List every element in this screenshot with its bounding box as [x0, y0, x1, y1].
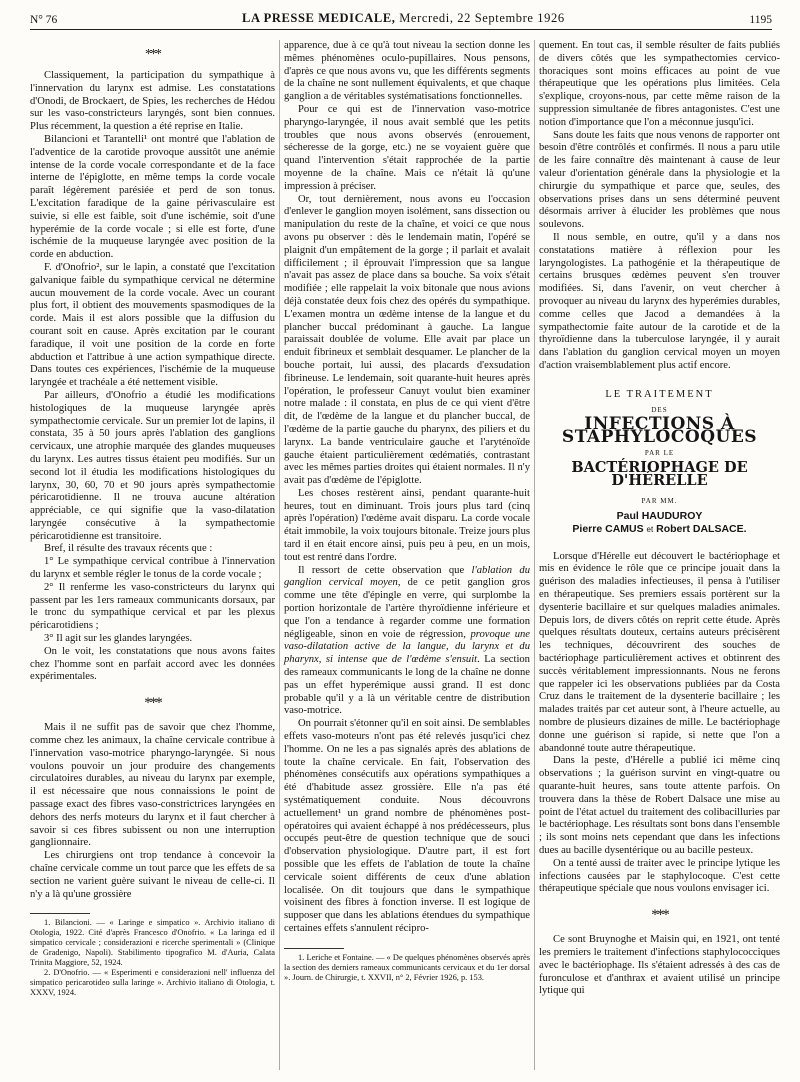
journal-name: LA PRESSE MEDICALE, [242, 11, 396, 25]
article-connector: PAR LE [644, 448, 675, 457]
paragraph: Il nous semble, en outre, qu'il y a dans nos constatations matière à réflexion pour les laryngologistes. La pathogénie et la thérapeutique de certains brusques œdèmes peuvent s'en trouver modifiées. Si, dans l'avenir, on veut chercher à provoquer au niveau du larynx des hyperémies durables, comme celles que Jacod a demandées à la sympathectomie faite autour de la carotide et de la thyroïdienne dans la tuberculose laryngée, il y aurait dans l'ablation du ganglion cervical moyen un moyen d'action vraisemblablement plus actif encore. [539, 231, 780, 371]
section-asterism: *** [144, 695, 161, 712]
italic-run: provoque une vaso-dilatation active de la langue, du larynx et du pharynx, si intense que de l'œdème s'ensuit [284, 628, 531, 666]
list-item: 1° Le sympathique cervical contribue à l'innervation du larynx et semble régler le tonus de la corde vocale ; [30, 556, 275, 581]
paragraph [284, 565, 530, 719]
article-subtitle: BACTÉRIOPHAGE DE D'HÉRELLE [571, 458, 748, 489]
paragraph: Pour ce qui est de l'innervation vaso-motrice pharyngo-laryngée, il nous avait semblé que les petits troubles que nous avons observés (enrouement, sécheresse de la gorge, etc.) ne se voyaient guère que quand l'intervention s'était rapprochée de la partie moyenne de la chaîne. Mais ce n'était là qu'une impression à préciser. [284, 103, 530, 192]
paragraph: Dans la peste, d'Hérelle a publié ici même cinq observations ; la guérison survint en vingt-quatre ou quarante-huit heures, sans toute attente parfois. On trouvera dans la thèse de Robert Dalsace une mise au point de l'état actuel du traitement des colibacilluries par le bactériophage. Les résultats sont bons dans l'ensemble ; ils sont moins nets cependant que dans les infections dues au bacille dysentérique ou au bacille pesteux. [539, 755, 780, 857]
paragraph: quement. En tout cas, il semble résulter de faits publiés de divers côtés que les sympathectomies cervico-thoraciques sont moins efficaces au point de vue thérapeutique que les opérations plus limitées. Cela s'explique, croyons-nous, par cette même raison de la suppression simultanée de fibres antagonistes. C'est une notion d'importance que l'on a méconnue jusqu'ici. [539, 40, 780, 128]
issue-number: N° 76 [30, 14, 58, 26]
italic-run: l'ablation du ganglion cervical moyen [284, 564, 530, 589]
article-author: Paul HAUDUROY [616, 510, 703, 523]
journal-title [242, 11, 565, 26]
section-asterism: *** [145, 47, 160, 62]
paragraph: Classiquement, la participation du sympathique à l'innervation du larynx est admise. Les constatations d'Onodi, de Brockaert, de Spies, les recherches de Hédou sur les vaso-constricteurs laryngés, sont bien connues. Plus récemment, la question a été reprise en Italie. [30, 70, 275, 133]
article-author: Robert DALSACE. [656, 522, 747, 535]
journal-date: Mercredi, 22 Septembre 1926 [395, 11, 565, 25]
paragraph: On pourrait s'étonner qu'il en soit ainsi. De semblables effets vaso-moteurs n'ont pas été relevés jusqu'ici chez l'homme. On ne les a pas signalés après des ablations de toute la chaîne cervicale. En fait, l'observation des phénomènes consécutifs aux opérations sympathiques a été d'habitude assez grossière. Elle n'a pas été systématiquement conduite. Nous découvrons actuellement¹ un grand nombre de phénomènes post-opératoires qui avaient échappé à nos prédécesseurs, plus occupés peut-être de question technique que de souci d'observation physiologique. D'autre part, il est fort possible que les effets de l'ablation de toute la chaîne cervicale soient différents de ceux d'une ablation localisée. On dit toujours que dans le sympathique voisinent des fibres à fonction inverse. Il est logique de supposer que dans les ablations étendues du sympathique certaines effets s'annulent récipro- [284, 718, 530, 934]
page-header [30, 6, 772, 30]
section-asterism: *** [651, 907, 668, 924]
paragraph: Les choses restèrent ainsi, pendant quarante-huit heures, tout en diminuant. Trois jours plus tard (cinq après l'opération) l'œdème avait disparu. La corde vocale était immobile, la voix toujours bitonale. Treize jours plus tard il en était encore ainsi, puis peu à peu, en un mois, tout est rentré dans l'ordre. [284, 487, 530, 563]
paragraph: On a tenté aussi de traiter avec le principe lytique les infections causées par le staphylocoque. C'est cette thérapeutique spéciale que nous voulons envisager ici. [539, 857, 780, 895]
footnote: 2. D'Onofrio. — « Esperimenti e considerazioni nell' influenza del simpatico pericarotideo sulla laringe ». Archivio italiano di Otologia, t. XXXV, 1924. [30, 968, 275, 998]
footnote-rule [284, 948, 344, 949]
column-2 [284, 40, 530, 983]
list-item: 2° Il renferme les vaso-constricteurs du larynx qui passent par les 1ers rameaux communicants dorsaux, par le tronc du sympathique cervical et par les plexus péricarotidiens ; [30, 581, 275, 632]
article-connector: DES [651, 405, 668, 414]
paragraph: Mais il ne suffit pas de savoir que chez l'homme, comme chez les animaux, la chaîne cervicale contribue à l'innervation vaso-motrice pharyngo-laryngée. Si nous voulons pouvoir un jour produire des changements circulatoires durables, au niveau du larynx par exemple, il est nécessaire que nous connaissions le point de passage exact des fibres vaso-constrictrices laryngées en dehors des nerfs moteurs du larynx et il faut chercher à savoir si ces fibres subissent ou non une interruption ganglionnaire. [30, 722, 275, 849]
column-divider [279, 40, 280, 1070]
article-connector: PAR MM. [641, 497, 678, 506]
article-authors [539, 523, 780, 537]
paragraph: F. d'Onofrio², sur le lapin, a constaté que l'excitation galvanique faible du sympathique cervical ne détermine aucun mouvement de la corde vocale. Avec un courant plus fort, il obtient des mouvements spasmodiques de la corde. Mais il est alors possible que la diffusion du courant soit en cause. Après excitation par le courant faradique, il voit une position de la corde en forte abduction et l'attribue à une action sympathique directe. Dans toutes ces expériences, l'ischémie de la muqueuse laryngée et trachéale a été nettement visible. [30, 261, 275, 389]
paragraph: Lorsque d'Hérelle eut découvert le bactériophage et mis en évidence le rôle que ce principe jouait dans la guérison des maladies infectieuses, il pensa à l'utiliser en thérapeutique. Ses premiers essais portèrent sur la dysenterie bacillaire et sur quelques maladies animales. Depuis lors, de divers côtés on reprit cette étude. Après quelques résultats douteux, certains auteurs précisèrent les techniques, découvrirent des souches de bactériophage particulièrement actives et obtinrent des succès véritablement impressionnants. Nous ne ferons que rappeler ici les observations publiées par da Costa Cruz dans le traitement de la dysenterie bacillaire ; les malades traités par cet auteur sont, à l'heure actuelle, au nombre de plusieurs dizaines de mille. Le bactériophage donne une guérison si rapide, si nette que l'on a abandonné toute autre thérapeutique. [539, 550, 780, 754]
paragraph: On le voit, les constatations que nous avons faites chez l'homme sont en parfait accord avec les données expérimentales. [30, 645, 275, 683]
footnote: 1. Leriche et Fontaine. — « De quelques phénomènes observés après la section des derniers rameaux communicants cervicaux et du 1er dorsal ». Journ. de Chirurgie, t. XXVII, n° 2, Février 1926, p. 153. [284, 952, 530, 982]
list-item: 3° Il agit sur les glandes laryngées. [44, 633, 193, 645]
page-number: 1195 [749, 14, 772, 26]
paragraph: Bilancioni et Tarantelli¹ ont montré que l'ablation de l'adventice de la carotide provoque aussitôt une anémie intense de la corde vocale correspondante et de la face interne de l'épiglotte, en même temps la corde vocale paraît légèrement parésiée et perd de son tonus. L'excitation faradique de la gaine périvasculaire est suivie, si elle est faible, soit d'une ischémie, soit d'une hyperémie de la corde vocale ; si elle est forte, d'une ischémie de la muqueuse laryngée avec position de la corde en abduction. [30, 133, 275, 261]
footnote: 1. Bilancioni. — « Laringe e simpatico ». Archivio italiano di Otologia, 1922. Cité d'après Francesco d'Onofrio. « La laringa ed il simpatico cervicale ; considerazioni e ricerche sperimentali » (Clinique de Gradenigo, Napoli). Stabilimento tipografico M. d'Auria, Calata Trinita Maggiore, 52, 1924. [30, 918, 275, 968]
paragraph: Les chirurgiens ont trop tendance à concevoir la chaîne cervicale comme un tout parce que les effets de sa section ne varient guère suivant le niveau de celle-ci. Il n'y a là qu'une grossière [30, 850, 275, 900]
column-divider [534, 40, 535, 1070]
text-run: . La section des rameaux communicants le long de la chaîne ne donne pas un effet hyperémique aussi grand. Il est donc probable qu'il y a là un véritable centre de distribution vaso-motrice. [284, 654, 530, 717]
article-title: INFECTIONS À STAPHYLOCOQUES [561, 414, 758, 448]
text-run: Il ressort de cette observation que [298, 564, 472, 576]
paragraph: Ce sont Bruynoghe et Maisin qui, en 1921, ont tenté les premiers le traitement d'infections staphylococciques avec le bactériophage. Ils s'étaient adressés à des cas de furonculose et d'anthrax et avaient utilisé un principe lytique qui [539, 934, 780, 997]
paragraph: Bref, il résulte des travaux récents que : [44, 543, 213, 555]
article-author: Pierre CAMUS [572, 522, 644, 535]
footnote-rule [30, 913, 90, 914]
column-3 [539, 40, 780, 998]
article-kicker: LE TRAITEMENT [605, 388, 714, 400]
text-run: , de ce petit ganglion gros comme une tête d'épingle en verre, qui surplombe la portion horizontale de l'artère thyroïdienne inférieure et que l'on a tendance à regarder comme une formation négligeable, sinon en voie de régression, [284, 577, 530, 640]
column-1 [30, 40, 275, 998]
paragraph: apparence, due à ce qu'à tout niveau la section donne les mêmes phénomènes oculo-pupillaires. Nous pensons, d'après ce que nous avons vu, que les différents segments de la chaîne ne sont nullement équivalents, et que chaque ganglion a de véritables systématisations fonctionnelles. [284, 40, 530, 103]
paragraph: Par ailleurs, d'Onofrio a étudié les modifications histologiques de la muqueuse laryngée après sympathectomie cervicale. Sur un premier lot de lapins, il constata, 35 à 50 jours après l'ablation des ganglions cervicaux, une atrophie marquée des glandes muqueuses du larynx. Les autres tissus étaient peu modifiés. Sur un second lot il étudia les modifications histologiques du larynx, 30, 60, 70 et 90 jours après sympathectomie péricarotidienne. Il ne trouva aucune altération appréciable, ce qui signifie que la vaso-dilatation laryngée consécutive à la sympathectomie péricarotidienne est transitoire. [30, 389, 275, 542]
article-heading [539, 389, 780, 537]
paragraph: Or, tout dernièrement, nous avons eu l'occasion d'enlever le ganglion moyen isolément, sans dissection ou manipulation du reste de la chaîne, et voici ce que nous avons pu observer : dès le lendemain matin, l'opéré se plaignit d'un empâtement de la gorge ; il parlait et avalait difficilement ; il éprouvait l'impression que sa langue n'avait pas assez de place dans sa bouche. Sa voix s'était modifiée ; elle rappelait la voix bitonale que nous avions déjà constatée deux fois chez des opérés du sympathique. L'examen montra un œdème intense de la langue et du plancher buccal prédominant à gauche. La langue paraissait doublée de volume. Elle avait par place un enduit fibrineux et semblait desquamer. Le plancher de la bouche portait, lui aussi, des placards d'exsudation fibrineuse. Le lendemain, soit quarante-huit heures après l'opération, le professeur Canuyt voulut bien examiner notre malade : il constata, en plus de ce qui vient d'être dit, de l'œdème de la langue et du plancher buccal, de l'œdème de la partie gauche du pharynx, des piliers et du larynx. La bande ventriculaire gauche et l'aryténoïde gauche étaient particulièrement œdématiés, contrastant avec les mêmes parties droites qui étaient normales. Il n'y avait pas d'œdème de l'épiglotte. [284, 193, 530, 487]
paragraph: Sans doute les faits que nous venons de rapporter ont besoin d'être contrôlés et confirmés. Il nous a paru utile de les faire connaître dès maintenant à cause de leur valeur d'orientation générale dans la physiologie et la chirurgie du sympathique et parce que, seules, des observations prises dans un sens déterminé peuvent désormais arriver à élucider les problèmes que nous soulevons. [539, 129, 780, 231]
author-conjunction: et [646, 524, 654, 534]
